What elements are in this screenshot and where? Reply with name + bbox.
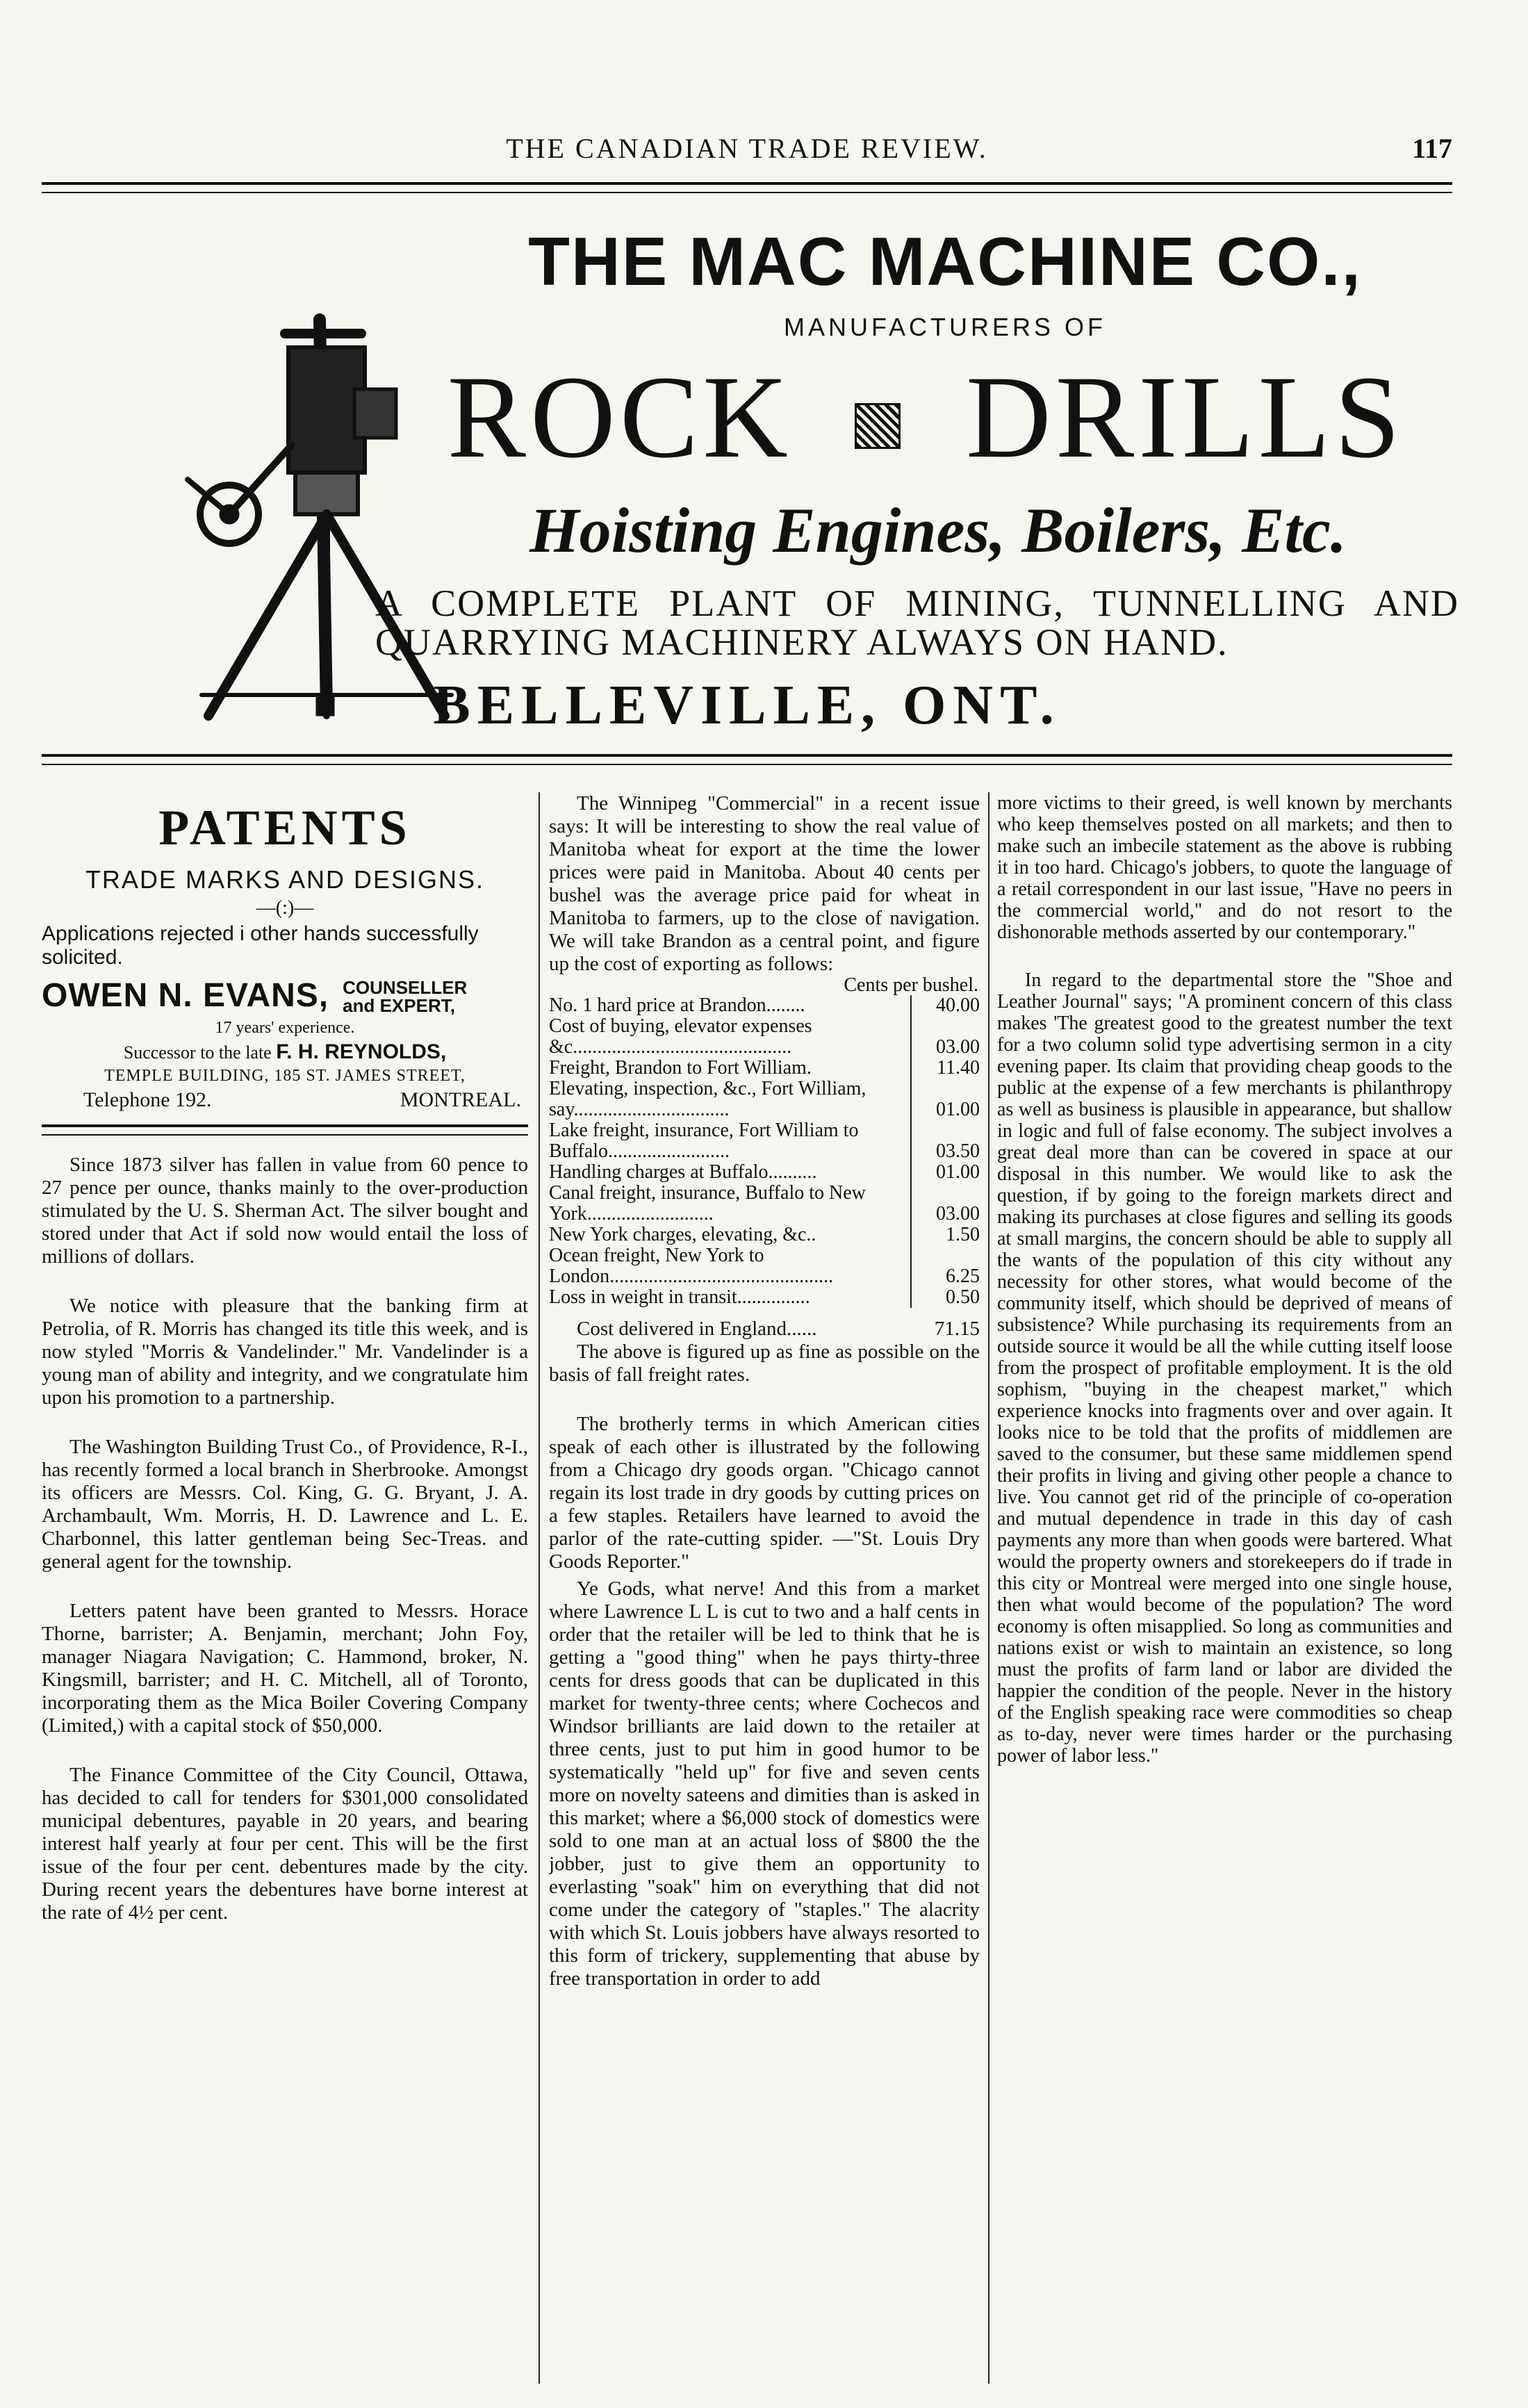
cost-total-value: 71.15 bbox=[934, 1318, 980, 1340]
article-morris-vandelinder: We notice with pleasure that the banking firm at Petrolia, of R. Morris has changed its title this week, and is now styled "Morris & Vandelinder." Mr. Vandelinder is a young man of ability and integrity, and we congratulate him upon his promotion to a partnership. bbox=[42, 1295, 528, 1409]
cost-table-row bbox=[549, 1183, 980, 1225]
cost-table-row bbox=[549, 1016, 980, 1058]
cost-table-row bbox=[549, 1058, 980, 1079]
cost-item-label: Ocean freight, New York to London.............................................. bbox=[549, 1245, 834, 1287]
agent-successor: Successor to the late F. H. REYNOLDS, bbox=[123, 1040, 447, 1063]
cost-item-label: Canal freight, insurance, Buffalo to New York.......................... bbox=[549, 1182, 866, 1225]
cost-table-row bbox=[549, 1120, 980, 1162]
cost-item-label: Handling charges at Buffalo.......... bbox=[549, 1161, 817, 1183]
patents-rule bbox=[42, 1124, 528, 1136]
cost-table-row bbox=[549, 1225, 980, 1245]
cost-table-row bbox=[549, 995, 980, 1016]
cost-total-label: Cost delivered in England...... bbox=[577, 1318, 817, 1340]
cost-table-row bbox=[549, 1079, 980, 1120]
patents-separator: —(:)— bbox=[256, 897, 314, 919]
patents-notice bbox=[42, 799, 528, 1136]
ad-location: BELLEVILLE, ONT. bbox=[433, 675, 1061, 736]
patents-agent bbox=[42, 976, 528, 1015]
patents-title: PATENTS bbox=[158, 800, 411, 855]
agent-city: MONTREAL. bbox=[400, 1088, 521, 1111]
article-winnipeg-commercial: The Winnipeg "Commercial" in a recent issue says: It will be interesting to show the real value of Manitoba wheat for export at the time the lower prices were paid in Manitoba. About 40 cents per bushel was the average price paid for wheat in Manitoba to farmers, up to the close of navigation. We will take Brandon as a central point, and figure up the cost of exporting as follows: bbox=[549, 792, 980, 975]
mac-machine-advertisement bbox=[42, 195, 1459, 736]
cost-item-label: New York charges, elevating, &c.. bbox=[549, 1224, 816, 1245]
article-letters-patent: Letters patent have been granted to Messrs. Horace Thorne, barrister; A. Benjamin, merchant; John Foy, manager Niagara Navigation; C. Hammond, broker, N. Kingsmill, barrister; and H. C. Mitchell, all of Toronto, incorporating them as the Mica Boiler Covering Company (Limited,) with a capital stock of $50,000. bbox=[42, 1600, 528, 1737]
cost-item-value: 03.50 bbox=[911, 1120, 980, 1162]
cost-table-header: Cents per bushel. bbox=[844, 974, 978, 996]
article-continued: more victims to their greed, is well known by merchants who keep themselves posted on all markets; and then to make such an imbecile statement as the above is rubbing it in too hard. Chicago's jobbers, to quote the language of a retail correspondent in our last issue, "Have no peers in the commercial world," and do not resort to the dishonorable methods asserted by our contemporary." bbox=[997, 792, 1452, 943]
header-rule bbox=[42, 182, 1452, 193]
article-silver: Since 1873 silver has fallen in value from 60 pence to 27 pence per ounce, thanks mainly to the over-production stimulated by the U. S. Sherman Act. The silver bought and stored under that Act if sold now would entail the loss of millions of dollars. bbox=[42, 1154, 528, 1268]
patents-applications: Applications rejected i other hands successfully solicited. bbox=[42, 922, 479, 969]
cost-table-row bbox=[549, 1245, 980, 1287]
ad-plant-text: A COMPLETE PLANT OF MINING, TUNNELLING AND QUARRYING MACHINERY ALWAYS ON HAND. bbox=[375, 582, 1459, 663]
cost-item-value: 0.50 bbox=[911, 1287, 980, 1308]
cost-item-value: 03.00 bbox=[911, 1183, 980, 1225]
cost-item-label: Lake freight, insurance, Fort William to Buffalo......................... bbox=[549, 1120, 859, 1162]
column-1 bbox=[42, 792, 528, 2384]
column-3 bbox=[997, 792, 1452, 2384]
agent-title: COUNSELLER and EXPERT, bbox=[343, 977, 468, 1016]
cost-item-label: No. 1 hard price at Brandon........ bbox=[549, 994, 805, 1016]
article-fall-freight: The above is figured up as fine as possible on the basis of fall freight rates. bbox=[549, 1341, 980, 1386]
export-cost-table bbox=[549, 995, 980, 1308]
article-finance-committee: The Finance Committee of the City Council, Ottawa, has decided to call for tenders for $301,000 consolidated municipal debentures, payable in 20 years, and bearing interest half yearly at four per cent. This will be the first issue of the four per cent. debentures made by the city. During recent years the debentures have borne interest at the rate of 4½ per cent. bbox=[42, 1764, 528, 1924]
cost-item-label: Freight, Brandon to Fort William. bbox=[549, 1057, 812, 1079]
column-divider bbox=[988, 792, 989, 2384]
cost-total-row bbox=[549, 1318, 980, 1341]
column-2 bbox=[549, 792, 980, 2384]
product-word-rock: ROCK bbox=[447, 352, 792, 482]
company-name: THE MAC MACHINE CO., bbox=[528, 223, 1362, 300]
cost-item-value: 01.00 bbox=[911, 1162, 980, 1183]
product-word-drills: DRILLS bbox=[966, 352, 1404, 482]
cost-item-value: 11.40 bbox=[911, 1058, 980, 1079]
cost-item-value: 6.25 bbox=[911, 1245, 980, 1287]
cost-table-row bbox=[549, 1162, 980, 1183]
page-number: 117 bbox=[1412, 133, 1452, 164]
patents-subtitle: TRADE MARKS AND DESIGNS. bbox=[85, 865, 485, 894]
agent-contact bbox=[42, 1088, 528, 1112]
agent-address: TEMPLE BUILDING, 185 ST. JAMES STREET, bbox=[104, 1067, 466, 1085]
cost-item-label: Loss in weight in transit............... bbox=[549, 1286, 810, 1308]
running-head bbox=[42, 132, 1452, 174]
agent-experience: 17 years' experience. bbox=[215, 1019, 355, 1037]
manufacturers-of: MANUFACTURERS OF bbox=[783, 313, 1106, 341]
cost-item-label: Elevating, inspection, &c., Fort William, say................................ bbox=[549, 1078, 866, 1120]
cost-item-value: 40.00 bbox=[911, 995, 980, 1016]
ad-tagline: Hoisting Engines, Boilers, Etc. bbox=[529, 495, 1347, 566]
ornament-icon bbox=[855, 403, 901, 449]
article-departmental-store: In regard to the departmental store the "Shoe and Leather Journal" says; "A prominent concern of this class makes 'The greatest good to the greatest number the text for a two column solid type advertising sermon in a city evening paper. Its claim that providing cheap goods to the public at the expense of a few merchants is philanthropy as well as business is plausible in appearance, but shallow in logic and full of false economy. The subject involves a great deal more than can be covered in space at our disposal in this number. We would like to ask the question, if by going to the foreign markets direct and making its purchases at close figures and selling its goods at small margins, the concern should be able to supply all the wants of the population of this city without any necessity for other stores, what would become of the community itself, which should be deprived of means of subsistence? While purchasing its requirements from an outside source it would be all the while cutting itself loose from the prospect of profitable employment. It is the old sophism, "buying in the cheapest market," which experience knocks into fragments over and over again. It looks nice to be told that the profits of middlemen are saved to the consumer, but these same middlemen spend their profits in living and giving other people a chance to live. You cannot get rid of the principle of co-operation and mutual dependence in trade in this day of cash payments any more than when goods were bartered. What would the property owners and storekeepers do if trade in this city or Montreal were merged into one single house, then what would become of the population? The word economy is often misapplied. So long as communities and nations exist or wish to maintain an existence, so long must the profits of farm land or labor are divided the happier the condition of the people. Never in the history of the English speaking race were commodities so cheap as to-day, never were times harder or the purchasing power of labor less." bbox=[997, 969, 1452, 1767]
cost-item-label: Cost of buying, elevator expenses &c............................................. bbox=[549, 1015, 812, 1058]
agent-name: OWEN N. EVANS, bbox=[42, 977, 329, 1014]
cost-item-value: 01.00 bbox=[911, 1079, 980, 1120]
cost-item-value: 1.50 bbox=[911, 1225, 980, 1245]
article-chicago-dry-goods: The brotherly terms in which American cities speak of each other is illustrated by the following from a Chicago dry goods organ. "Chicago cannot regain its lost trade in dry goods by cutting prices on a few staples. Retailers have learned to avoid the parlor of the rate-cutting spider. —"St. Louis Dry Goods Reporter." bbox=[549, 1413, 980, 1573]
publication-title: THE CANADIAN TRADE REVIEW. bbox=[506, 133, 988, 164]
article-ye-gods: Ye Gods, what nerve! And this from a market where Lawrence L L is cut to two and a half cents in order that the retailer will be led to think that he is getting a "good thing" when he pays thirty-three cents for dress goods that can be duplicated in this market for twenty-three cents; where Cochecos and Windsor brilliants are laid down to the retailer at three cents, just to put him in good humor to be systematically "held up" for five and seven cents more on novelty sateens and dimities than is asked in this market; where a $6,000 stock of domestics were sold to one man at an actual loss of $800 the the jobber, just to give them an opportunity to everlasting "soak" him on everything that did not come under the category of "staples." The alacrity with which St. Louis jobbers have always resorted to this form of trickery, supplementing that abuse by free transportation in order to add bbox=[549, 1578, 980, 1990]
article-washington-trust: The Washington Building Trust Co., of Providence, R-I., has recently formed a local branch in Sherbrooke. Amongst its officers are Messrs. Col. King, G. G. Bryant, J. A. Archambault, Wm. Morris, H. D. Lawrence and L. E. Charbonnel, this latter gentleman being Sec-Treas. and general agent for the township. bbox=[42, 1436, 528, 1573]
agent-telephone: Telephone 192. bbox=[83, 1088, 212, 1111]
cost-item-value: 03.00 bbox=[911, 1016, 980, 1058]
ad-bottom-rule bbox=[42, 754, 1452, 765]
cost-table-row bbox=[549, 1287, 980, 1308]
column-divider bbox=[539, 792, 540, 2384]
